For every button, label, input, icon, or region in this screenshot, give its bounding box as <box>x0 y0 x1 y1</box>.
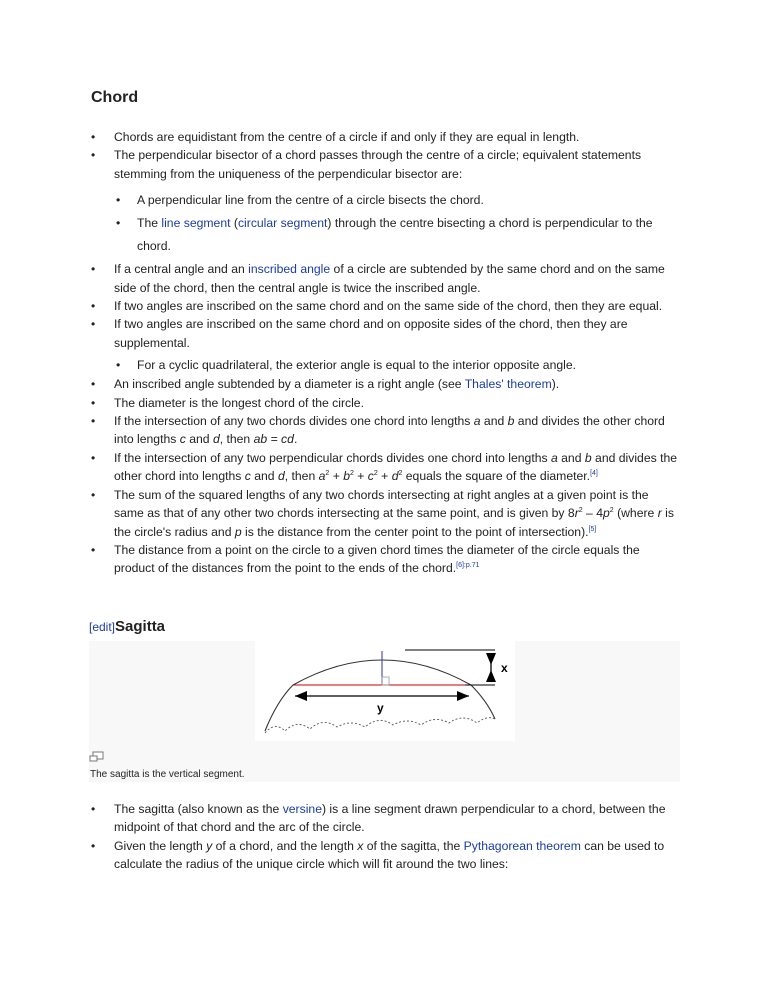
item-text: Given the length <box>114 838 207 853</box>
item-text: and divides the other chord into lengths <box>114 414 665 447</box>
x-label: x <box>501 661 508 675</box>
item-text: and <box>480 414 508 429</box>
list-item <box>91 297 681 315</box>
item-text: If the intersection of any two perpendicular chords divides one chord into lengths <box>114 450 551 465</box>
item-text: The perpendicular bisector of a chord passes through the centre of a circle; equivalent statements stemming from the uniqueness of the perpendicular bisector are: <box>114 148 642 181</box>
exponent: 2 <box>578 507 583 515</box>
section-heading-sagitta <box>89 618 165 635</box>
item-text: and divides the other chord into lengths <box>114 450 678 484</box>
item-text: and <box>250 469 278 484</box>
item-text: of a chord, and the length <box>212 838 358 853</box>
sagitta-diagram <box>255 641 515 741</box>
item-text: An inscribed angle subtended by a diameter is a right angle (see <box>114 377 465 392</box>
pythagorean-theorem-link[interactable]: Pythagorean theorem <box>463 838 581 853</box>
sub-list-item <box>114 212 681 258</box>
reference-link[interactable]: [6]:p.71 <box>456 562 480 570</box>
item-text: If two angles are inscribed on the same chord and on the same side of the chord, then they are equal. <box>114 299 663 314</box>
operator: + <box>377 469 392 484</box>
list-item <box>91 449 681 486</box>
item-text: The <box>137 216 162 231</box>
var-d: d <box>277 469 285 484</box>
list-item <box>91 128 681 146</box>
sub-list <box>91 355 681 375</box>
exponent: 2 <box>609 507 614 515</box>
list-item <box>91 541 681 578</box>
exponent: 2 <box>350 470 354 478</box>
list-item <box>91 394 681 412</box>
item-text: A perpendicular line from the centre of a circle bisects the chord. <box>137 193 484 208</box>
item-text: ( <box>230 216 238 231</box>
enlarge-icon[interactable] <box>89 751 105 763</box>
sub-list-item <box>114 189 681 212</box>
var-c: c <box>367 469 374 484</box>
var-r: r <box>574 506 579 521</box>
item-text: If two angles are inscribed on the same chord and on opposite sides of the chord, then they are supplemental. <box>114 317 628 350</box>
exponent: 2 <box>325 470 330 478</box>
item-text: can be used to calculate the radius of the unique circle which will fit around the two lines: <box>114 838 665 872</box>
item-text: (where <box>613 506 658 521</box>
reference-link[interactable]: [5] <box>588 525 597 533</box>
list-item <box>91 146 681 183</box>
sagitta-list <box>91 800 681 874</box>
item-text: The distance from a point on the circle to a given chord times the diameter of the circle equals the product of the distances from the point to the ends of the chord. <box>114 542 640 576</box>
item-text: If a central angle and an <box>114 262 249 277</box>
item-text: The sagitta (also known as the <box>114 802 283 816</box>
item-text: of a circle are subtended by the same chord and on the same side of the chord, then the central angle is twice the inscribed angle. <box>114 262 665 295</box>
list-item <box>91 315 681 352</box>
versine-link[interactable]: versine <box>282 802 322 816</box>
item-text: ). <box>551 377 560 392</box>
item-text: ) through the centre bisecting a chord is perpendicular to the chord. <box>137 216 653 254</box>
equation: ab = cd <box>253 432 294 447</box>
operator: + <box>353 469 368 484</box>
item-text: and <box>185 432 213 447</box>
item-text: The sum of the squared lengths of any two chords intersecting at right angles at a given point is the same as that of any other two chords intersecting at the same point, and is given by 8 <box>114 487 649 521</box>
item-text: – 4 <box>582 506 603 521</box>
var-b: b <box>507 414 515 429</box>
item-text: , then <box>219 432 254 447</box>
edit-link[interactable]: [edit] <box>89 620 116 634</box>
figure-caption: The sagitta is the vertical segment. <box>90 769 245 780</box>
list-item <box>91 800 681 837</box>
sagitta-figure <box>89 641 680 782</box>
item-text: The diameter is the longest chord of the circle. <box>114 395 364 410</box>
item-text: . <box>293 432 298 447</box>
sub-list-item <box>114 355 681 375</box>
item-text: and <box>557 450 585 465</box>
list-item <box>91 375 681 393</box>
var-x: x <box>357 838 364 853</box>
sub-list <box>91 189 681 258</box>
chord-properties-list <box>91 128 681 578</box>
reference-link[interactable]: [4] <box>590 470 598 478</box>
list-item <box>91 412 681 449</box>
line-segment-link[interactable]: line segment <box>161 216 231 231</box>
exponent: 2 <box>373 470 378 478</box>
var-c: c <box>244 469 251 484</box>
inscribed-angle-link[interactable]: inscribed angle <box>248 262 331 277</box>
list-item <box>91 486 681 541</box>
item-text: of the sagitta, the <box>363 838 464 853</box>
item-text: , then <box>284 469 319 484</box>
y-label: y <box>377 701 384 715</box>
item-text: is the distance from the center point to the point of intersection). <box>241 524 589 539</box>
var-b: b <box>343 469 350 484</box>
section-title: Sagitta <box>115 618 166 635</box>
page-title: Chord <box>91 89 139 106</box>
var-a: a <box>318 469 326 484</box>
item-text: ) is a line segment drawn perpendicular to a chord, between the midpoint of that chord and the arc of the circle. <box>114 802 666 835</box>
list-item <box>91 837 681 874</box>
var-a: a <box>550 450 558 465</box>
item-text: For a cyclic quadrilateral, the exterior angle is equal to the interior opposite angle. <box>137 358 576 373</box>
var-r: r <box>657 506 662 521</box>
var-d: d <box>391 469 399 484</box>
var-a: a <box>473 414 481 429</box>
exponent: 2 <box>398 470 403 478</box>
item-text: If the intersection of any two chords divides one chord into lengths <box>114 414 474 429</box>
var-c: c <box>179 432 186 447</box>
item-text: is the circle's radius and <box>114 506 674 539</box>
item-text: Chords are equidistant from the centre of a circle if and only if they are equal in length. <box>114 130 580 144</box>
enlarge-icon-front <box>90 756 97 761</box>
list-item <box>91 260 681 297</box>
var-p: p <box>603 506 610 521</box>
circular-segment-link[interactable]: circular segment <box>237 216 328 231</box>
thales-theorem-link[interactable]: Thales' theorem <box>464 377 552 392</box>
var-d: d <box>212 432 220 447</box>
operator: + <box>329 469 344 484</box>
item-text: equals the square of the diameter. <box>402 469 591 484</box>
var-y: y <box>206 838 213 853</box>
var-p: p <box>234 524 242 539</box>
var-b: b <box>584 450 592 465</box>
